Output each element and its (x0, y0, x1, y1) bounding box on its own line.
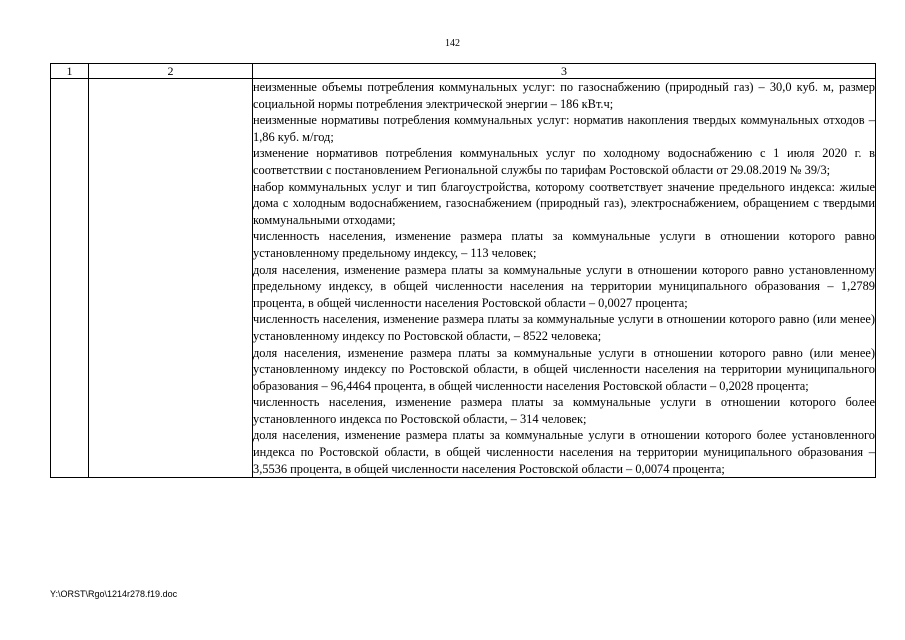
paragraph-share-equal-or-less: доля населения, изменение размера платы за коммунальные услуги в отношении которого равно (или менее) установленному индексу по Ростовской области, в общей численности населения на территории муниципального образования – 96,4464 процента, в общей численности населения Ростовской области – 0,2028 процента; (253, 345, 875, 393)
column-header-3: 3 (253, 64, 876, 79)
page-number: 142 (445, 38, 460, 49)
paragraph-share-equal-limit: доля населения, изменение размера платы за коммунальные услуги в отношении которого равно установленному предельному индексу, в общей численности населения на территории муниципального образования – 1,2789 процента, в общей численности населения Ростовской области – 0,0027 процента; (253, 262, 875, 310)
paragraph-consumption-norms: неизменные нормативы потребления коммунальных услуг: норматив накопления твердых коммунальных отходов – 1,86 куб. м/год; (253, 113, 875, 144)
paragraph-consumption-volumes: неизменные объемы потребления коммунальных услуг: по газоснабжению (природный газ) – 30,0 куб. м, размер социальной нормы потребления электрической энергии – 186 кВт.ч; (253, 80, 875, 111)
paragraph-share-more: доля населения, изменение размера платы за коммунальные услуги в отношении которого более установленного индекса по Ростовской области, в общей численности населения на территории муниципального образования –3,5536 процента, в общей численности населения Ростовской области – 0,0074 процента; (253, 428, 875, 476)
column-1-cell (51, 79, 89, 478)
paragraph-population-equal-limit: численность населения, изменение размера платы за коммунальные услуги в отношении которого равно установленному предельному индексу, – 113 человек; (253, 229, 875, 260)
paragraph-population-equal-or-less: численность населения, изменение размера платы за коммунальные услуги в отношении которого равно (или менее) установленному индексу по Ростовской области, – 8522 человека; (253, 312, 875, 343)
table-header-row (51, 64, 876, 79)
column-3-cell (253, 79, 876, 478)
paragraph-water-norm-change: изменение нормативов потребления коммунальных услуг по холодному водоснабжению с 1 июля 2020 г. в соответствии с постановлением Региональной службы по тарифам Ростовской области от 29.08.2019 № 39/3; (253, 146, 875, 177)
table-row (51, 79, 876, 478)
column-header-1: 1 (51, 64, 89, 79)
column-header-2: 2 (89, 64, 253, 79)
document-table (50, 63, 876, 478)
paragraph-population-more: численность населения, изменение размера платы за коммунальные услуги в отношении которого более установленного индекса по Ростовской области, – 314 человек; (253, 395, 875, 426)
paragraph-utility-set: набор коммунальных услуг и тип благоустройства, которому соответствует значение предельного индекса: жилые дома с холодным водоснабжением, газоснабжением (природный газ), электроснабжением, обращением с твердыми коммунальными отходами; (253, 179, 875, 227)
file-path-footer: Y:\ORST\Rgo\1214r278.f19.doc (50, 589, 178, 599)
column-2-cell (89, 79, 253, 478)
